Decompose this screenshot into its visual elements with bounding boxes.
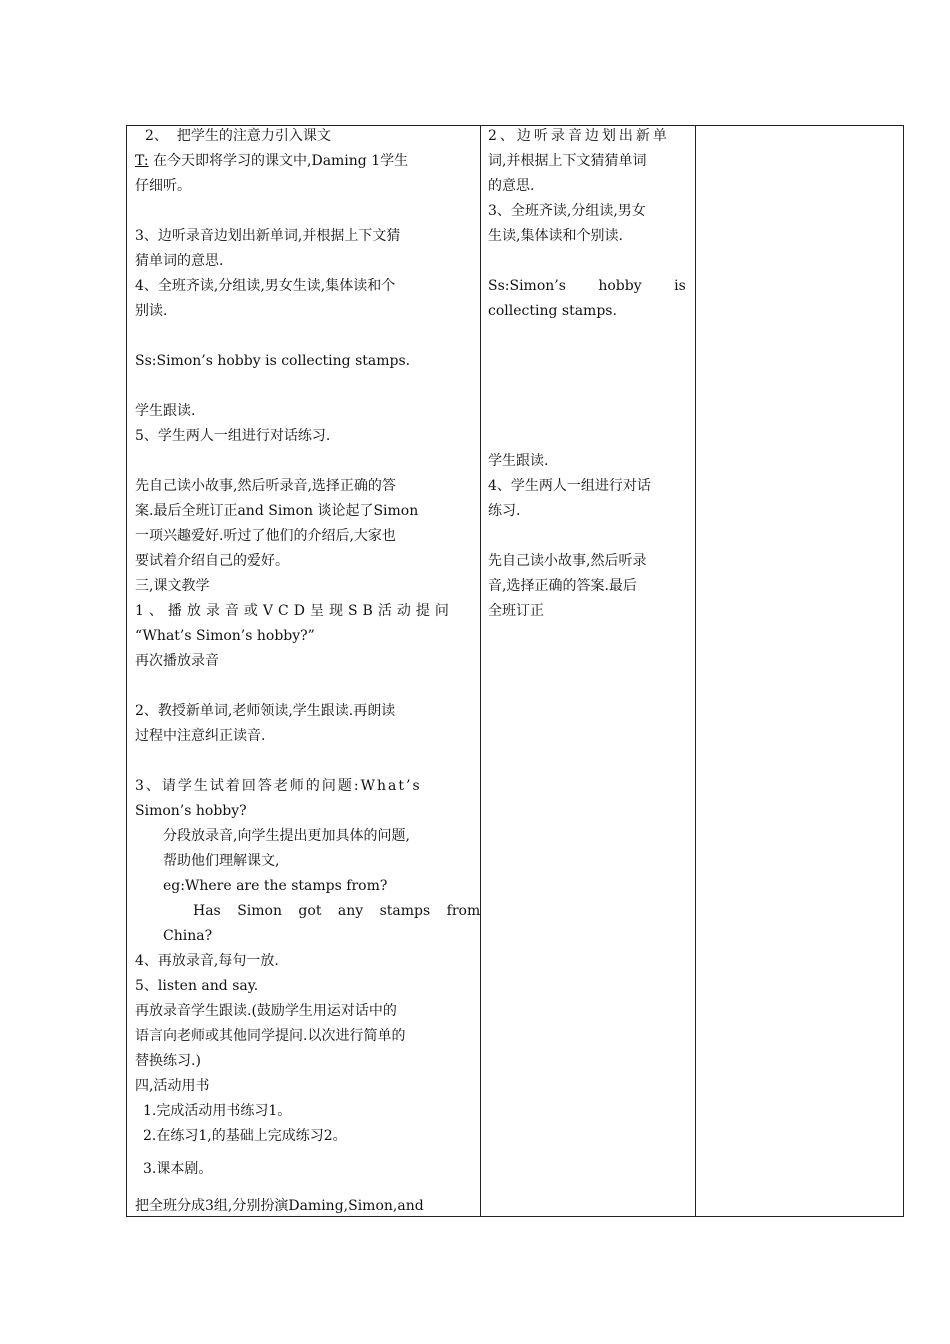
text-line: 把全班分成3组,分别扮演Daming,Simon,and xyxy=(135,1198,424,1214)
text-line: 帮助他们理解课文, xyxy=(163,853,280,869)
text-line: “What’s Simon’s hobby?” xyxy=(135,628,315,644)
text-line: 学生跟读. xyxy=(488,453,549,469)
text-line: 别读. xyxy=(135,303,168,319)
text-line: 4、全班齐读,分组读,男女生读,集体读和个 xyxy=(135,278,396,294)
speaker-label: T: xyxy=(135,153,149,169)
text-line: 5、学生两人一组进行对话练习. xyxy=(135,428,331,444)
text-line: 猜单词的意思. xyxy=(135,253,224,269)
text-line: 3、全班齐读,分组读,男女 xyxy=(488,203,646,219)
text-line: 2.在练习1,的基础上完成练习2。 xyxy=(143,1128,347,1144)
step-number: 2、 xyxy=(145,128,168,144)
text-line: China? xyxy=(163,928,213,944)
text-line: 词,并根据上下文猜猜单词 xyxy=(488,153,647,169)
text-line: 3.课本剧。 xyxy=(143,1161,213,1177)
text-line: 5、listen and say. xyxy=(135,978,259,994)
text-line: 1.完成活动用书练习1。 xyxy=(143,1103,292,1119)
text-line: 语言向老师或其他同学提问.以次进行简单的 xyxy=(135,1028,406,1044)
text-line: 一项兴趣爱好.听过了他们的介绍后,大家也 xyxy=(135,528,396,544)
teacher-line xyxy=(135,149,408,174)
text-line: 1、播放录音或VCD呈现SB活动提问 xyxy=(135,603,454,619)
text-line: 音,选择正确的答案.最后 xyxy=(488,578,637,594)
text-line: collecting stamps. xyxy=(488,303,617,319)
text-line: 2、教授新单词,老师领读,学生跟读.再朗读 xyxy=(135,703,396,719)
text-line: 练习. xyxy=(488,503,521,519)
text-line: Ss:Simon’s hobby is collecting stamps. xyxy=(135,353,411,369)
text-line: Simon’s hobby? xyxy=(135,803,247,819)
text-line: 2、边听录音边划出新单 xyxy=(488,128,670,144)
text-line: Has Simon got any stamps from xyxy=(193,903,481,919)
text-line: 4、再放录音,每句一放. xyxy=(135,953,279,969)
text-line: 分段放录音,向学生提出更加具体的问题, xyxy=(163,828,410,844)
step-text: 把学生的注意力引入课文 xyxy=(176,128,331,144)
teacher-text: 在今天即将学习的课文中,Daming 1学生 xyxy=(153,153,409,169)
text-line: 仔细听。 xyxy=(135,178,191,194)
text-line: eg:Where are the stamps from? xyxy=(163,878,388,894)
section-heading: 四,活动用书 xyxy=(135,1078,210,1094)
text-line: 再放录音学生跟读.(鼓励学生用运对话中的 xyxy=(135,1003,397,1019)
text-line: 替换练习.) xyxy=(135,1053,201,1069)
text-line: 再次播放录音 xyxy=(135,653,219,669)
text-line: 过程中注意纠正读音. xyxy=(135,728,266,744)
section-heading: 三,课文教学 xyxy=(135,578,210,594)
text-line: 3、边听录音边划出新单词,并根据上下文猜 xyxy=(135,228,401,244)
text-line: 4、学生两人一组进行对话 xyxy=(488,478,651,494)
text-line: 学生跟读. xyxy=(135,403,196,419)
text-line: 全班订正 xyxy=(488,603,544,619)
column-divider-2 xyxy=(695,126,696,1216)
step-line xyxy=(145,124,331,149)
text-line: Ss:Simon’s hobby is xyxy=(488,278,686,294)
text-line: 要试着介绍自己的爱好。 xyxy=(135,553,289,569)
column-divider-1 xyxy=(480,126,481,1216)
text-line: 案.最后全班订正and Simon 谈论起了Simon xyxy=(135,503,419,519)
text-line: 生读,集体读和个别读. xyxy=(488,228,623,244)
text-line: 先自己读小故事,然后听录 xyxy=(488,553,647,569)
text-line: 3、请学生试着回答老师的问题:What’s xyxy=(135,778,422,794)
text-line: 先自己读小故事,然后听录音,选择正确的答 xyxy=(135,478,396,494)
text-line: 的意思. xyxy=(488,178,535,194)
